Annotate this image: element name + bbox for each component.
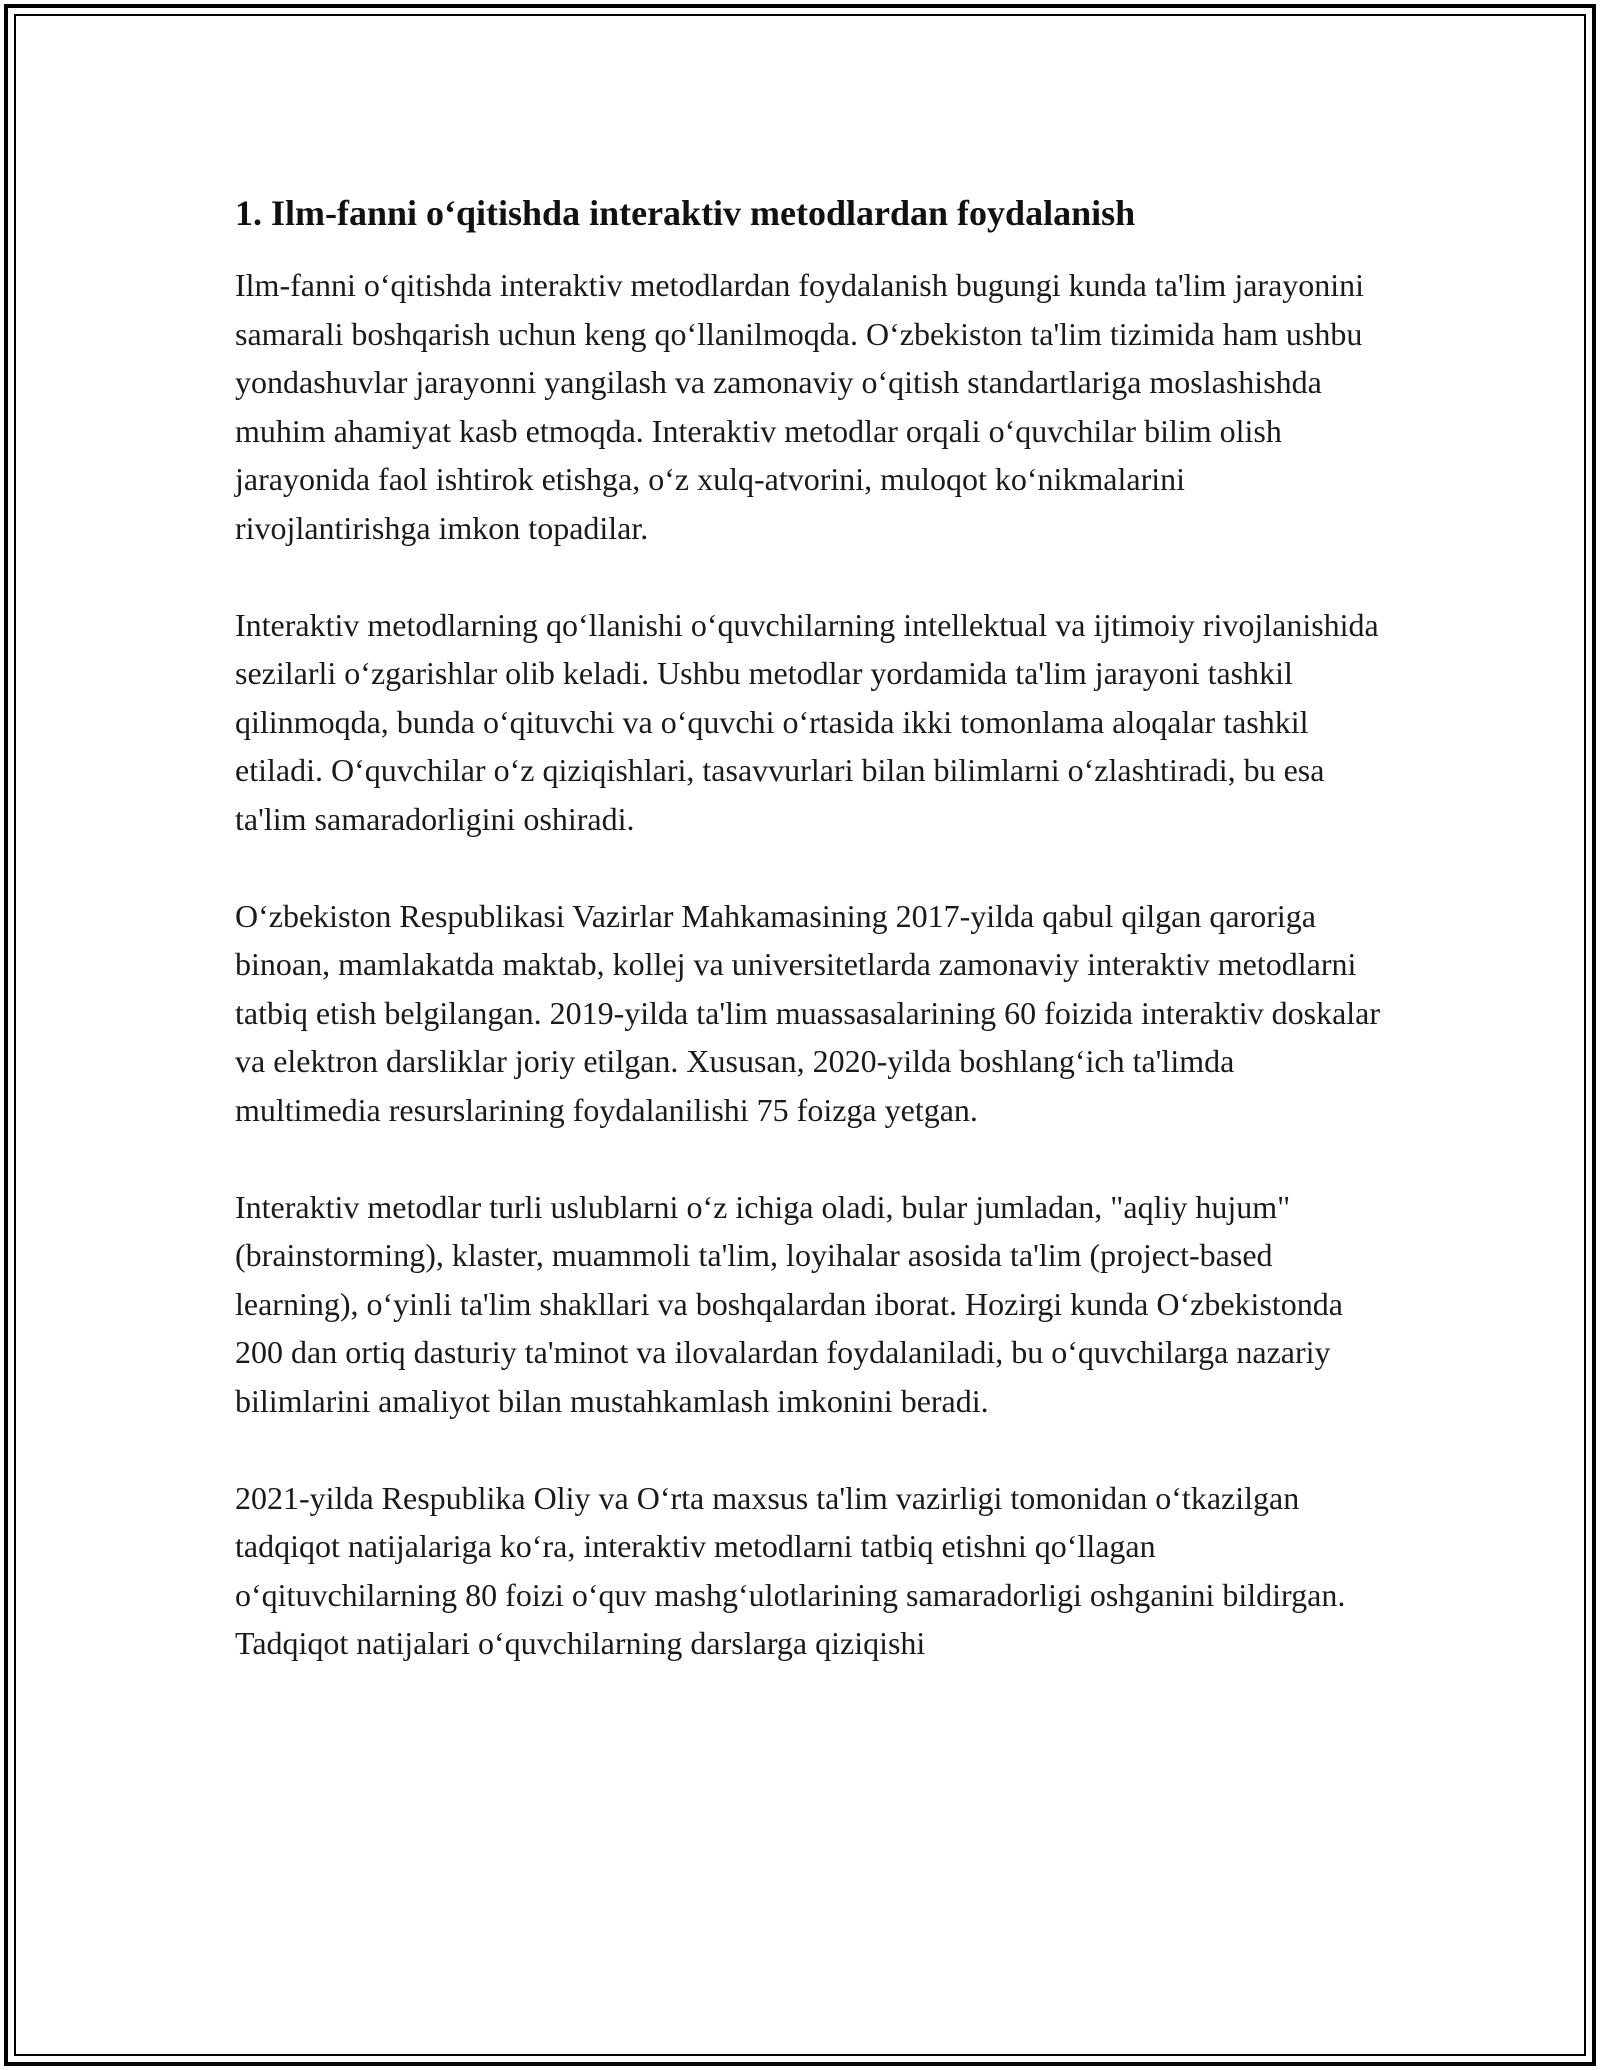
paragraph-4: Interaktiv metodlar turli uslublarni o‘z ichiga oladi, bular jumladan, "aqliy hujum" (brainstorming), klaster, muammoli ta'lim, loyihalar asosida ta'lim (project-based learning), o‘yinli ta'lim shakllari va boshqalardan iborat. Hozirgi kunda O‘zbekistonda 200 dan ortiq dasturiy ta'minot va ilovalardan foydalaniladi, bu o‘quvchilarga nazariy bilimlarini amaliyot bilan mustahkamlash imkonini beradi. [235,1188,1343,1419]
paragraph-5: 2021-yilda Respublika Oliy va O‘rta maxsus ta'lim vazirligi tomonidan o‘tkazilgan tadqiqot natijalariga ko‘ra, interaktiv metodlarni tatbiq etishni qo‘llagan o‘qituvchilarning 80 foizi o‘quv mashg‘ulotlarining samaradorligi oshganini bildirgan. Tadqiqot natijalari o‘quvchilarning darslarga qiziqishi [235,1479,1346,1661]
section-title: 1. Ilm-fanni o‘qitishda interaktiv metodlardan foydalanish [235,193,1136,233]
paragraph-3: O‘zbekiston Respublikasi Vazirlar Mahkamasining 2017-yilda qabul qilgan qaroriga binoan, mamlakatda maktab, kollej va universitetlarda zamonaviy interaktiv metodlarni tatbiq etish belgilangan. 2019-yilda ta'lim muassasalarining 60 foizida interaktiv doskalar va elektron darsliklar joriy etilgan. Xususan, 2020-yilda boshlang‘ich ta'limda multimedia resurslarining foydalanilishi 75 foizga yetgan. [235,897,1381,1128]
paragraph-1: Ilm-fanni o‘qitishda interaktiv metodlardan foydalanish bugungi kunda ta'lim jarayonini samarali boshqarish uchun keng qo‘llanilmoqda. O‘zbekiston ta'lim tizimida ham ushbu yondashuvlar jarayonni yangilash va zamonaviy o‘qitish standartlariga moslashishda muhim ahamiyat kasb etmoqda. Interaktiv metodlar orqali o‘quvchilar bilim olish jarayonida faol ishtirok etishga, o‘z xulq-atvorini, muloqot ko‘nikmalarini rivojlantirishga imkon topadilar. [235,267,1365,546]
paragraph-2: Interaktiv metodlarning qo‘llanishi o‘quvchilarning intellektual va ijtimoiy rivojlanishida sezilarli o‘zgarishlar olib keladi. Ushbu metodlar yordamida ta'lim jarayoni tashkil qilinmoqda, bunda o‘qituvchi va o‘quvchi o‘rtasida ikki tomonlama aloqalar tashkil etiladi. O‘quvchilar o‘z qiziqishlari, tasavvurlari bilan bilimlarni o‘zlashtiradi, bu esa ta'lim samaradorligini oshiradi. [235,606,1379,837]
document-body [235,185,1385,1668]
